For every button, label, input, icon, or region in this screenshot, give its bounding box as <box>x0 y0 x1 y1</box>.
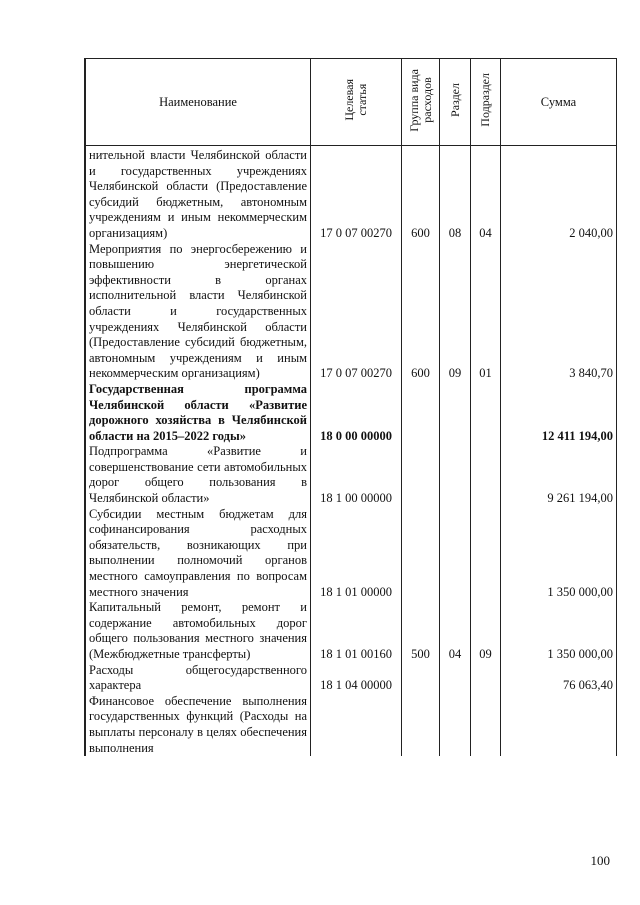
row-expense-group: 600 <box>402 242 440 382</box>
header-row <box>86 59 617 146</box>
row-expense-group <box>402 444 440 506</box>
row-expense-group: 600 <box>402 146 440 242</box>
row-name: Финансовое обеспечение выполнения государственных функций (Расходы на выплаты персоналу в целях обеспечения выполнения <box>86 694 311 756</box>
table-row <box>86 507 617 601</box>
header-subsection: Подраздел <box>471 59 501 146</box>
row-name: Капитальный ремонт, ремонт и содержание автомобильных дорог общего пользования местного значения (Межбюджетные трансферты) <box>86 600 311 662</box>
row-name: нительной власти Челябинской области и государственных учреждениях Челябинской области (Предоставление субсидий бюджетным, автономным учреждениям и иным некоммерческим организациям) <box>86 146 311 242</box>
row-sum: 1 350 000,00 <box>501 507 617 601</box>
row-section: 04 <box>440 600 471 662</box>
row-section <box>440 382 471 444</box>
row-name: Государственная программа Челябинской области «Развитие дорожного хозяйства в Челябинской области на 2015–2022 годы» <box>86 382 311 444</box>
row-expense-group: 500 <box>402 600 440 662</box>
row-expense-group <box>402 663 440 694</box>
row-section: 08 <box>440 146 471 242</box>
row-subsection: 04 <box>471 146 501 242</box>
row-sum: 9 261 194,00 <box>501 444 617 506</box>
row-target-article: 17 0 07 00270 <box>311 146 402 242</box>
table-row <box>86 242 617 382</box>
row-subsection <box>471 507 501 601</box>
row-section: 09 <box>440 242 471 382</box>
header-target-article: Целевая статья <box>311 59 402 146</box>
header-sum: Сумма <box>501 59 617 146</box>
page-number: 100 <box>590 853 610 868</box>
budget-page <box>84 58 617 756</box>
header-expense-group: Группа вида расходов <box>402 59 440 146</box>
row-name: Подпрограмма «Развитие и совершенствование сети автомобильных дорог общего пользования в Челябинской области» <box>86 444 311 506</box>
row-subsection <box>471 382 501 444</box>
row-sum: 2 040,00 <box>501 146 617 242</box>
row-sum <box>501 694 617 756</box>
row-sum: 76 063,40 <box>501 663 617 694</box>
table-row <box>86 382 617 444</box>
row-name: Мероприятия по энергосбережению и повышению энергетической эффективности в органах исполнительной власти Челябинской области и государственных учреждениях Челябинской области (Предоставление субсидий бюджетным, автономным учреждениям и иным некоммерческим организациям) <box>86 242 311 382</box>
row-sum: 12 411 194,00 <box>501 382 617 444</box>
row-target-article: 18 1 00 00000 <box>311 444 402 506</box>
row-expense-group <box>402 382 440 444</box>
table-row <box>86 600 617 662</box>
row-section <box>440 507 471 601</box>
row-subsection <box>471 663 501 694</box>
row-section <box>440 694 471 756</box>
row-target-article <box>311 694 402 756</box>
row-target-article: 17 0 07 00270 <box>311 242 402 382</box>
header-section: Раздел <box>440 59 471 146</box>
row-expense-group <box>402 507 440 601</box>
row-sum: 1 350 000,00 <box>501 600 617 662</box>
row-target-article: 18 0 00 00000 <box>311 382 402 444</box>
row-name: Субсидии местным бюджетам для софинансирования расходных обязательств, возникающих при выполнении полномочий органов местного самоуправления по вопросам местного значения <box>86 507 311 601</box>
row-sum: 3 840,70 <box>501 242 617 382</box>
table-row <box>86 444 617 506</box>
row-target-article: 18 1 01 00000 <box>311 507 402 601</box>
table-row <box>86 146 617 242</box>
row-subsection <box>471 694 501 756</box>
row-subsection <box>471 444 501 506</box>
row-subsection: 01 <box>471 242 501 382</box>
row-subsection: 09 <box>471 600 501 662</box>
table-row <box>86 663 617 694</box>
table-row <box>86 694 617 756</box>
row-section <box>440 663 471 694</box>
row-section <box>440 444 471 506</box>
budget-table <box>85 58 617 756</box>
row-target-article: 18 1 01 00160 <box>311 600 402 662</box>
row-target-article: 18 1 04 00000 <box>311 663 402 694</box>
row-name: Расходы общегосударственного характера <box>86 663 311 694</box>
row-expense-group <box>402 694 440 756</box>
header-name: Наименование <box>86 59 311 146</box>
